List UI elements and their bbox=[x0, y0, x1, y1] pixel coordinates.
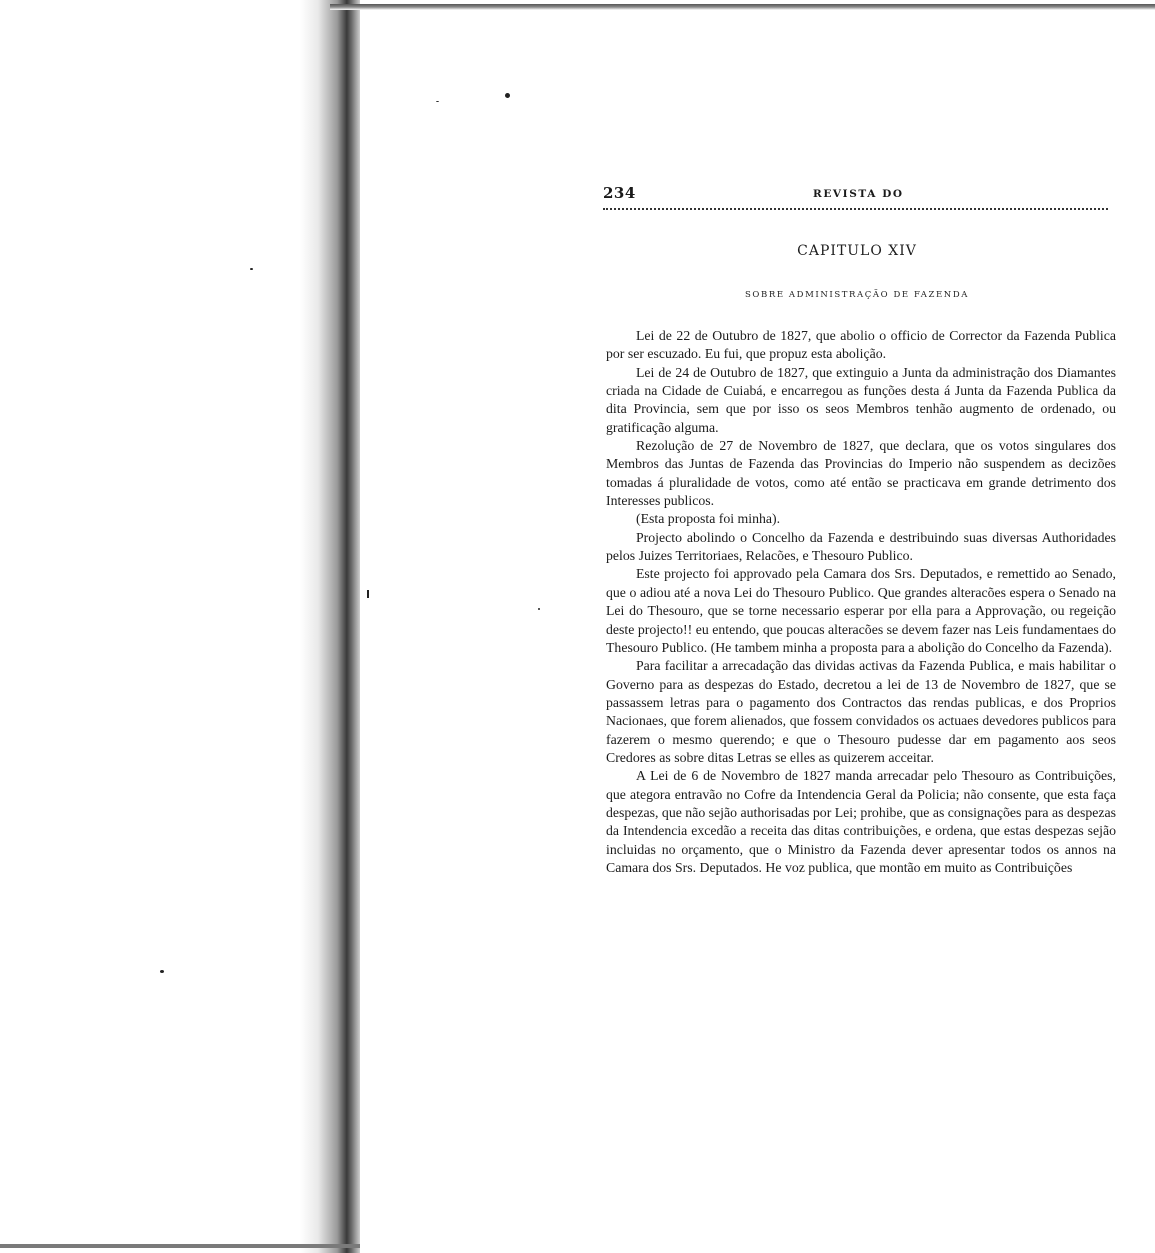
ink-speck bbox=[436, 101, 439, 102]
paragraph: Rezolução de 27 de Novembro de 1827, que declara, que os votos singulares dos Membros das Juntas de Fazenda das Provincias do Imperio não suspendem as decizões tomadas á pluralidade de votos, como até então se practicava em grande detrimento dos Interesses publicos. bbox=[606, 438, 1116, 509]
book-spine-shadow bbox=[300, 0, 360, 1253]
journal-title: REVISTA DO bbox=[813, 188, 904, 200]
running-head bbox=[603, 184, 1111, 210]
paragraph: A Lei de 6 de Novembro de 1827 manda arrecadar pelo Thesouro as Contribuições, que ategora entravão no Cofre da Intendencia Geral da Policia; não consente, que esta faça despezas, que não sejão authorisadas por Lei; prohibe, que as consignações para as despezas da Intendencia excedão a receita das ditas contribuições, e ordena, que estas despezas sejão incluidas no orçamento, que o Ministro da Fazenda dever apresentar todos os annos na Camara dos Srs. Deputados. He voz publica, que montão em muito as Contribuições bbox=[606, 768, 1116, 875]
ink-speck bbox=[250, 268, 253, 270]
page-number: 234 bbox=[603, 184, 636, 202]
chapter-title: CAPITULO XIV bbox=[797, 243, 917, 259]
ink-speck bbox=[367, 590, 369, 598]
body-text bbox=[606, 327, 1116, 877]
ink-speck bbox=[538, 608, 540, 610]
paragraph: Projecto abolindo o Concelho da Fazenda e destribuindo suas diversas Authoridades pelos Juizes Territoriaes, Relacões, e Thesouro Publico. bbox=[606, 529, 1116, 564]
ink-speck bbox=[160, 970, 164, 973]
section-title: SOBRE ADMINISTRAÇÃO DE FAZENDA bbox=[744, 290, 970, 300]
ink-speck bbox=[505, 93, 510, 98]
paragraph: Lei de 22 de Outubro de 1827, que abolio o officio de Corrector da Fazenda Publica por ser escuzado. Eu fui, que propuz esta abolição. bbox=[606, 328, 1116, 362]
header-rule bbox=[603, 208, 1108, 210]
paragraph: (Esta proposta foi minha). bbox=[636, 511, 781, 527]
page-top-edge bbox=[330, 4, 1155, 10]
paragraph: Para facilitar a arrecadação das dividas activas da Fazenda Publica, e mais habilitar o Governo para as despezas do Estado, decretou a lei de 13 de Novembro de 1827, que se passassem letras para o pagamento dos Contractos das rendas publicas, e dos Proprios Nacionaes, que forem alienados, que fossem convidados os actuaes devedores publicos para fazerem o mesmo querendo; e que o Thesouro pudesse dar em pagamento aos seos Credores as sobre ditas Letras se elles as quizerem acceitar. bbox=[606, 658, 1116, 765]
paragraph: Este projecto foi approvado pela Camara dos Srs. Deputados, e remettido ao Senado, que o adiou até a nova Lei do Thesouro Publico. Que grandes alteracões espera o Senado na Lei do Thesouro, que se torne necessario esperar por ella para a Approvação, ou regeição deste projecto!! eu entendo, que poucas alteracões se devem fazer nas Leis fundamentaes do Thesouro Publico. (He tambem minha a proposta para a abolição do Concelho da Fazenda). bbox=[606, 566, 1116, 655]
page-bottom-edge bbox=[0, 1244, 360, 1248]
paragraph: Lei de 24 de Outubro de 1827, que extinguio a Junta da administração dos Diamantes criada na Cidade de Cuiabá, e encarregou as funções desta á Junta da Fazenda Publica da dita Provincia, sem que por isso os seos Membros tenhão augmento de ordenado, ou gratificação alguma. bbox=[606, 364, 1116, 435]
